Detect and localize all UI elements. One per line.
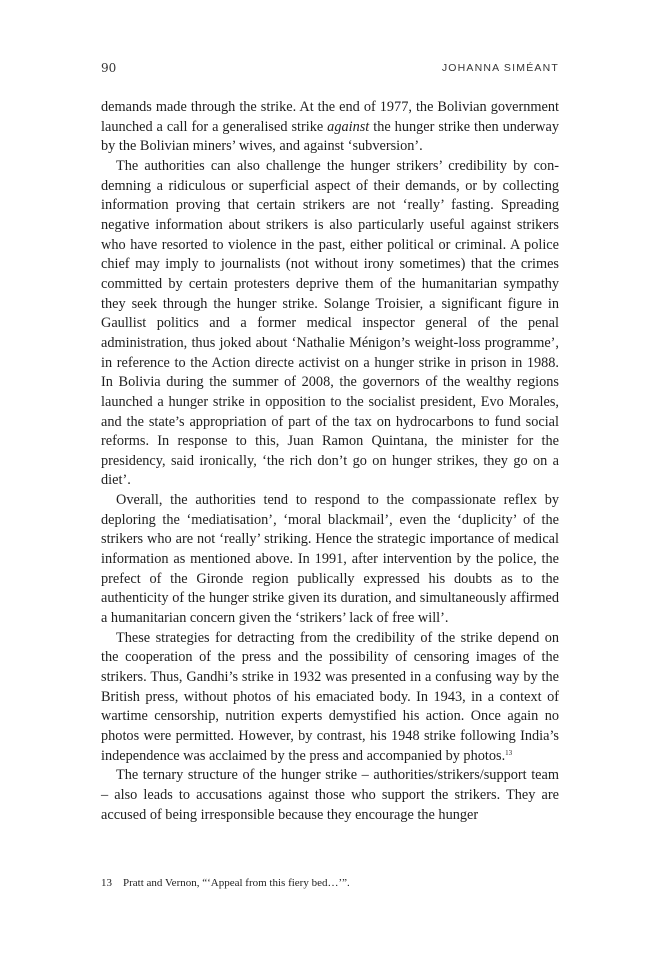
running-header bbox=[101, 61, 559, 77]
running-head-author: JOHANNA SIMÉANT bbox=[441, 62, 559, 74]
footnote-ref[interactable]: 13 bbox=[505, 748, 513, 757]
paragraph: The authorities can also challenge the hunger strikers’ credibility by condemning a ridiculous or superficial aspect of their demands, or by collecting information proving that certain strikers are not ‘really’ fasting. Spreading negative information about strikers is also particularly useful against strikers who have resorted to violence in the past, either political or criminal. A police chief may imply to journalists (not without irony sometimes) that the crimes committed by certain protesters deprive them of the humanitarian sympathy they seek through the hunger strike. Solange Troisier, a significant figure in Gaullist politics and a former medical inspector general of the penal administration, thus joked about ‘Nathalie Ménigon’s weight-loss programme’, in reference to the Action directe activist on a hunger strike in prison in 1988. In Bolivia during the summer of 2008, the governors of the wealthy regions launched a hunger strike in opposition to the socialist president, Evo Morales, and the state’s appropriation of part of the tax on hydrocarbons to fund social reforms. In response to this, Juan Ramon Quintana, the minister for the presidency, said ironically, ‘the rich don’t go on hunger strikes, they go on a diet’. bbox=[101, 157, 559, 489]
paragraph: Overall, the authorities tend to respond to the compassionate reflex by deploring the ‘mediatisation’, ‘moral blackmail’, even the ‘duplicity’ of the strikers who are not ‘really’ striking. Hence the strategic importance of medical information as mentioned above. In 1991, after intervention by the police, the prefect of the Gironde region publically expressed his doubts as to the authenticity of the hunger strike given its duration, and simultaneously affirmed a humanitarian concern given the ‘strikers’ lack of free will’. bbox=[101, 492, 559, 627]
paragraph bbox=[101, 98, 559, 157]
paragraph bbox=[101, 629, 559, 767]
page-number: 90 bbox=[101, 61, 117, 75]
paragraph-text: demands made through the strike. At the end of 1977, the Bolivian government launched a call for a generalised strike bbox=[101, 99, 559, 135]
emphasis-against: against bbox=[327, 118, 370, 135]
paragraph: The ternary structure of the hunger strike – authorities/strikers/support team – also leads to accusations against those who support the strikers. They are accused of being irresponsible because they encourage the hunger bbox=[101, 767, 559, 823]
paragraph-text: These strategies for detracting from the credibility of the strike depend on the cooperation of the press and the possibility of censoring images of the strikers. Thus, Gandhi’s strike in 1932 was presented in a confusing way by the British press, without photos of his emaciated body. In 1943, in a context of wartime censorship, nutrition experts demystified his action. Once again no photos were permitted. However, by contrast, his 1948 strike following India’s independence was acclaimed by the press and accompanied by photos. bbox=[101, 629, 559, 764]
footnote-text: Pratt and Vernon, “‘Appeal from this fiery bed…’”. bbox=[123, 877, 350, 889]
paragraph-text: the hunger strike then underway by the Bolivian miners’ wives, and against ‘subversion’. bbox=[101, 118, 559, 155]
body-text bbox=[101, 98, 559, 825]
footnote-number: 13 bbox=[101, 877, 112, 889]
footnote bbox=[101, 876, 559, 890]
